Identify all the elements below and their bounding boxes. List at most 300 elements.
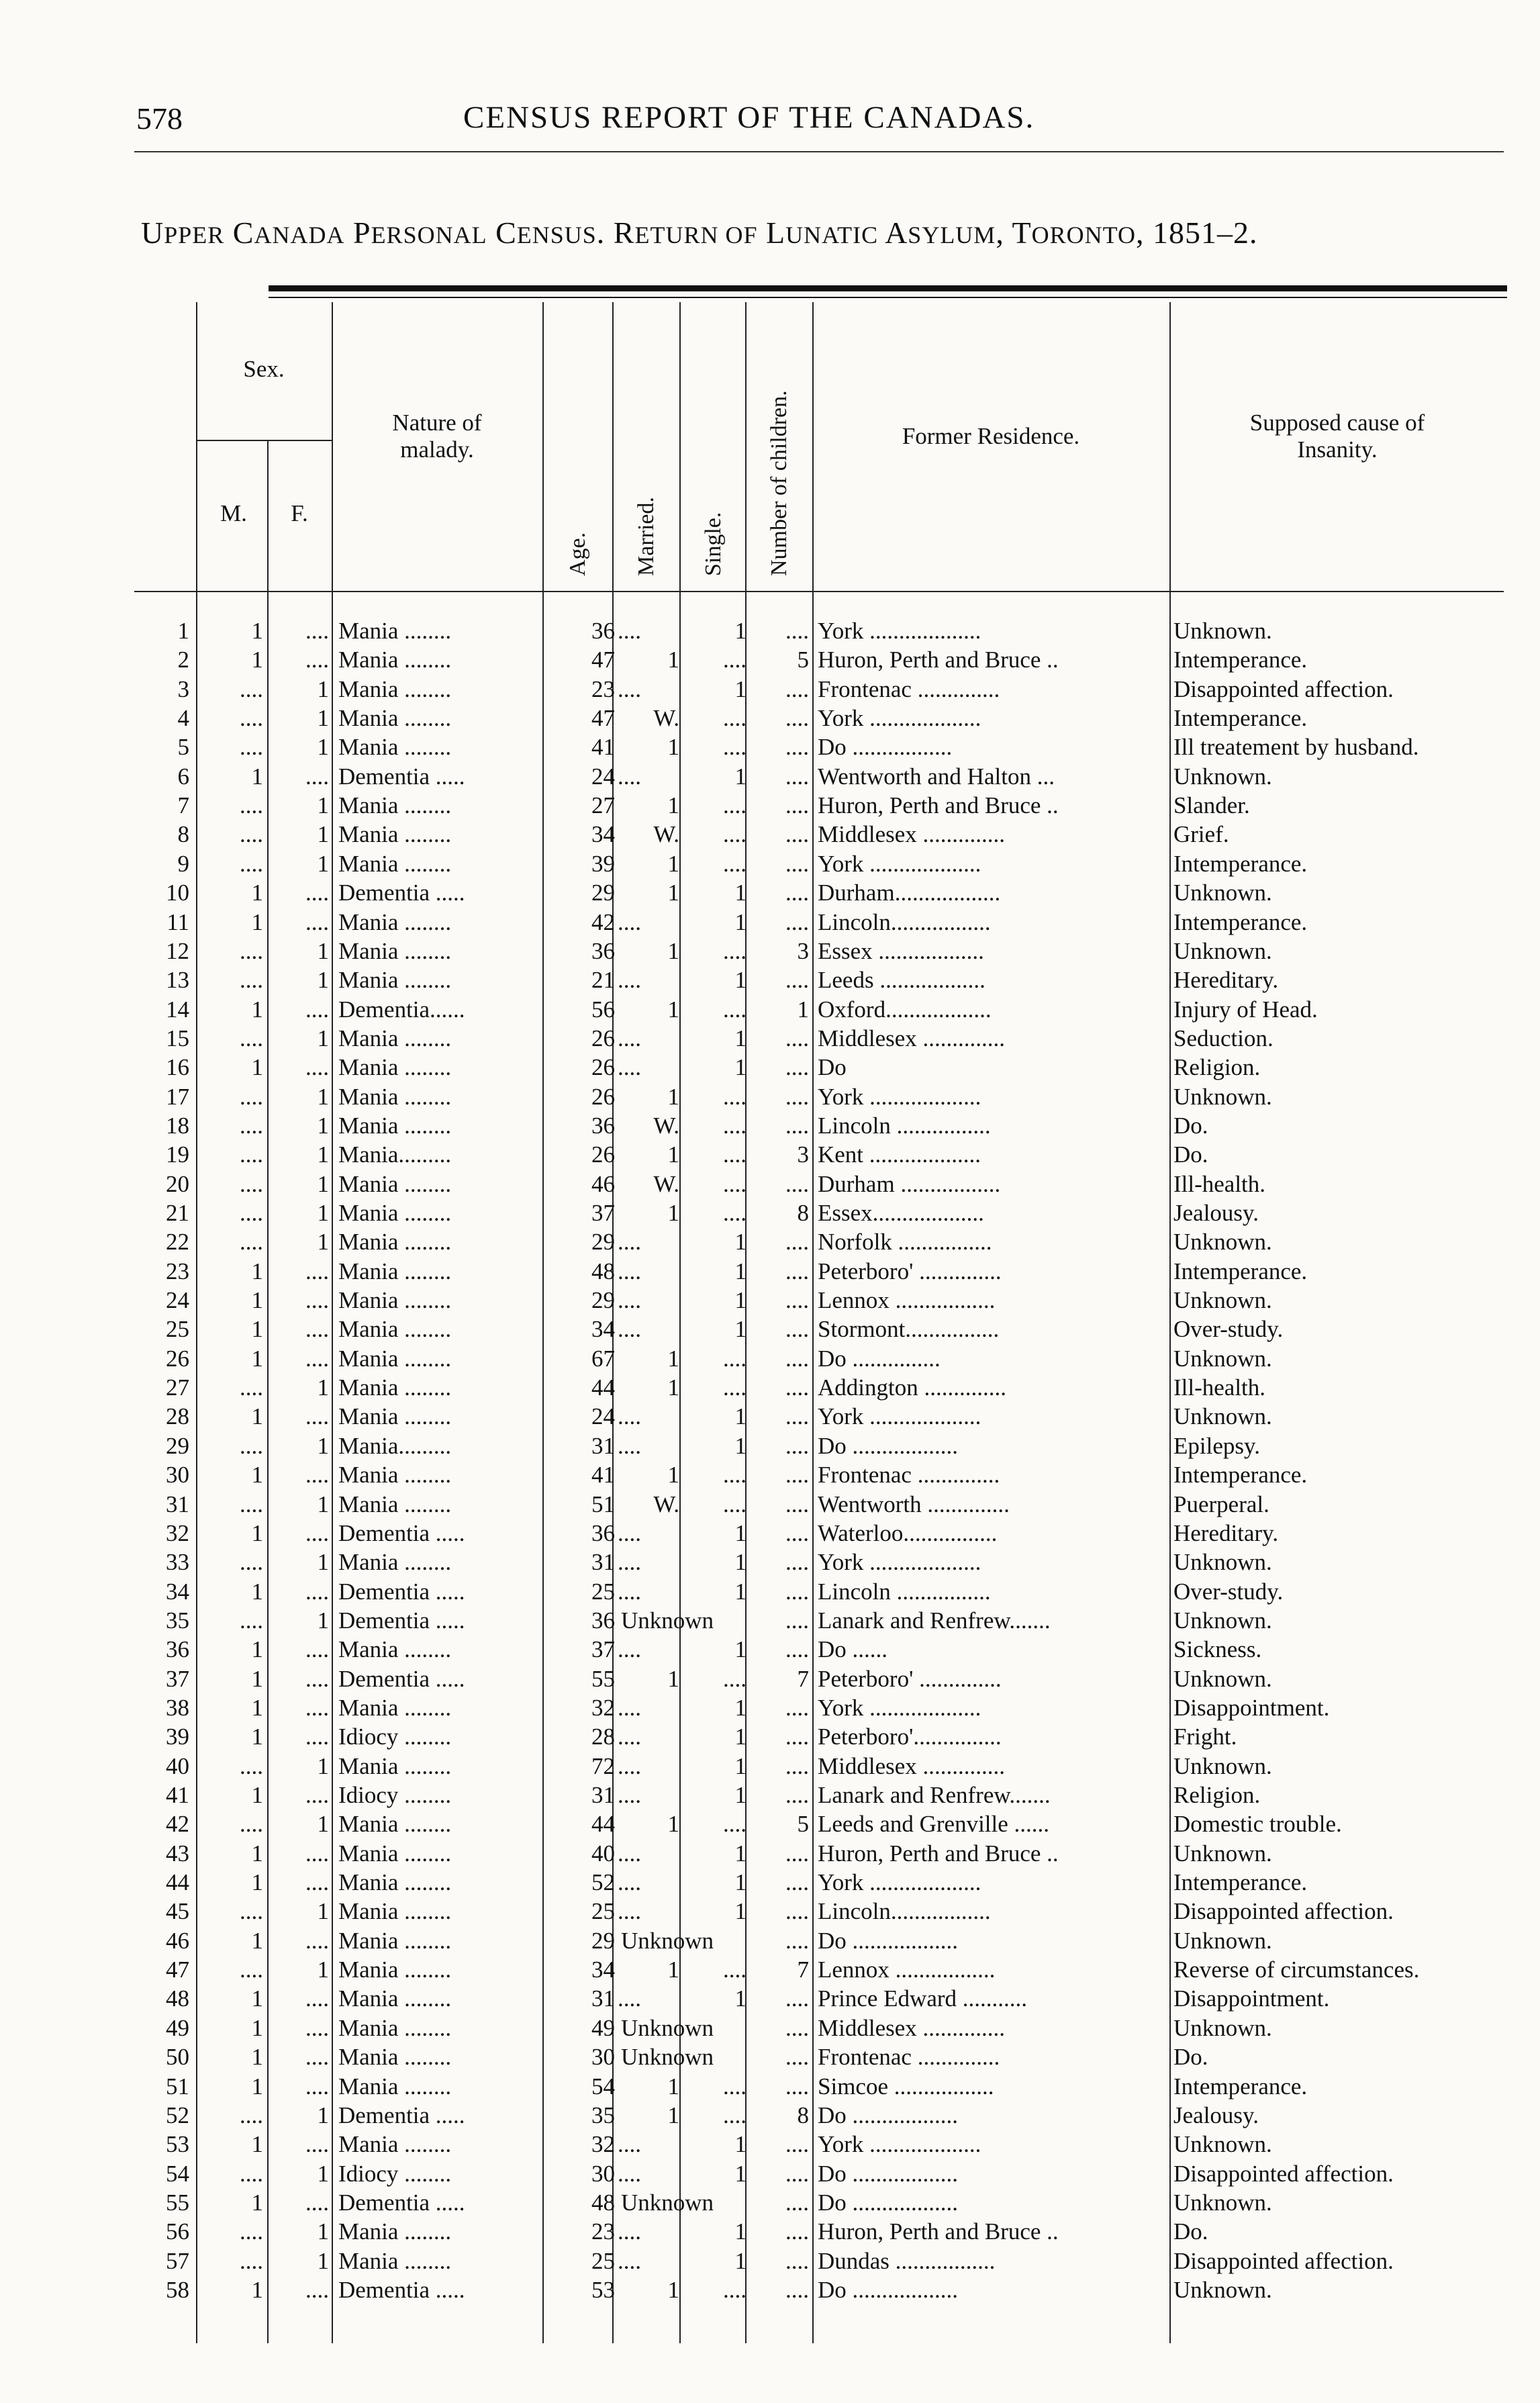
married-value: 1	[667, 996, 679, 1023]
age-value: 29	[591, 1287, 615, 1314]
age-value: 26	[591, 1054, 615, 1081]
table-row	[0, 1402, 1540, 1431]
married-value: 1	[667, 1462, 679, 1489]
age-value: 48	[591, 1258, 615, 1284]
age-value: 24	[591, 1403, 615, 1430]
nature-of-malady: Mania ........	[338, 2247, 452, 2274]
table-row	[0, 762, 1540, 791]
married-value: ....	[618, 2247, 641, 2274]
married-value: 1	[667, 1665, 679, 1692]
former-residence: Frontenac ..............	[818, 2044, 1000, 2071]
supposed-cause: Disappointed affection.	[1173, 2160, 1394, 2187]
single-value: ....	[723, 1112, 747, 1139]
nature-header-line2: malady.	[400, 436, 474, 463]
children-count: ....	[785, 2014, 809, 2041]
children-header: Number of children.	[767, 390, 791, 576]
male-count: ....	[240, 1112, 263, 1139]
row-number: 20	[166, 1170, 189, 1197]
children-count: ....	[785, 1607, 809, 1634]
male-count: 1	[251, 1345, 263, 1372]
male-count: 1	[251, 1985, 263, 2012]
former-residence: Middlesex ..............	[818, 1752, 1006, 1779]
single-value: ....	[723, 1374, 747, 1401]
table-row	[0, 1809, 1540, 1838]
married-value: ....	[618, 908, 641, 935]
married-value: ....	[618, 1549, 641, 1576]
former-residence: Simcoe .................	[818, 2073, 994, 2100]
female-count: 1	[317, 1200, 329, 1226]
former-residence: Lanark and Renfrew.......	[818, 1782, 1051, 1808]
header-bottom-rule	[134, 591, 1504, 592]
single-value: 1	[734, 1432, 747, 1459]
female-count: 1	[317, 1898, 329, 1925]
former-residence: Middlesex ..............	[818, 821, 1006, 848]
nature-of-malady: Mania ........	[338, 1957, 452, 1983]
children-count: ....	[785, 880, 809, 906]
male-count: ....	[240, 1549, 263, 1576]
children-count: ....	[785, 1083, 809, 1110]
married-value: ....	[618, 1840, 641, 1867]
supposed-cause: Fright.	[1173, 1724, 1237, 1750]
supposed-cause: Unknown.	[1173, 1345, 1272, 1372]
nature-of-malady: Idiocy ........	[338, 1782, 452, 1808]
table-row	[0, 2130, 1540, 2159]
female-count: 1	[317, 1229, 329, 1256]
subtitle-text: , T	[996, 216, 1032, 250]
married-value: ....	[618, 1578, 641, 1605]
married-value: ....	[618, 2218, 641, 2245]
supposed-cause: Over-study.	[1173, 1578, 1284, 1605]
single-value: ....	[723, 1491, 747, 1517]
married-value: 1	[667, 1200, 679, 1226]
former-residence: Peterboro' ..............	[818, 1665, 1002, 1692]
subtitle-text: ORONTO	[1031, 222, 1136, 248]
female-count: ....	[305, 1724, 329, 1750]
male-count: 1	[251, 1782, 263, 1808]
table-row	[0, 1984, 1540, 2013]
former-residence: Do .................	[818, 734, 953, 761]
supposed-cause: Unknown.	[1173, 1840, 1272, 1867]
age-value: 34	[591, 1316, 615, 1343]
table-row	[0, 1140, 1540, 1169]
female-count: 1	[317, 1025, 329, 1051]
children-count: ....	[785, 1258, 809, 1284]
married-value: ....	[618, 763, 641, 790]
children-count: ....	[785, 1316, 809, 1343]
row-number: 4	[177, 705, 189, 732]
children-count: 5	[797, 1811, 809, 1838]
age-value: 36	[591, 1519, 615, 1546]
children-count: ....	[785, 1694, 809, 1721]
children-count: ....	[785, 1403, 809, 1430]
single-value: ....	[723, 647, 747, 673]
nature-of-malady: Mania ........	[338, 1694, 452, 1721]
former-residence: Do ..................	[818, 2102, 959, 2128]
age-value: 53	[591, 2276, 615, 2303]
row-number: 31	[166, 1491, 189, 1517]
female-count: ....	[305, 1782, 329, 1808]
supposed-cause: Ill-health.	[1173, 1374, 1266, 1401]
male-count: ....	[240, 1898, 263, 1925]
row-number: 28	[166, 1403, 189, 1430]
nature-of-malady: Mania ........	[338, 1491, 452, 1517]
nature-of-malady: Mania ........	[338, 1345, 452, 1372]
single-value: 1	[734, 618, 747, 644]
former-residence: Dundas .................	[818, 2247, 996, 2274]
table-row	[0, 1897, 1540, 1926]
married-value: 1	[667, 1083, 679, 1110]
running-head: CENSUS REPORT OF THE CANADAS.	[463, 100, 1035, 135]
table-row	[0, 2101, 1540, 2130]
row-number: 35	[166, 1607, 189, 1634]
nature-of-malady: Mania ........	[338, 2218, 452, 2245]
former-residence: Do ...............	[818, 1345, 941, 1372]
married-value: 1	[667, 792, 679, 819]
row-number: 5	[177, 734, 189, 761]
row-number: 7	[177, 792, 189, 819]
married-value: W.	[653, 1491, 679, 1517]
nature-of-malady: Mania ........	[338, 1316, 452, 1343]
age-value: 25	[591, 1898, 615, 1925]
nature-of-malady: Mania ........	[338, 1840, 452, 1867]
table-row	[0, 704, 1540, 733]
former-residence: Do ......	[818, 1636, 888, 1663]
former-residence: Prince Edward ...........	[818, 1985, 1028, 2012]
age-header: Age.	[565, 532, 590, 576]
supposed-cause: Epilepsy.	[1173, 1432, 1260, 1459]
table-row	[0, 2247, 1540, 2275]
children-count: ....	[785, 1287, 809, 1314]
nature-header-line1: Nature of	[392, 410, 482, 436]
supposed-cause: Intemperance.	[1173, 908, 1308, 935]
subtitle-text: SYLUM	[908, 222, 996, 248]
row-number: 57	[166, 2247, 189, 2274]
children-count: ....	[785, 2218, 809, 2245]
former-residence: Peterboro' ..............	[818, 1258, 1002, 1284]
header-rule	[134, 151, 1504, 152]
single-value: 1	[734, 1025, 747, 1051]
row-number: 1	[177, 618, 189, 644]
male-count: ....	[240, 1170, 263, 1197]
children-count: ....	[785, 2247, 809, 2274]
nature-of-malady: Mania.........	[338, 1141, 452, 1168]
row-number: 23	[166, 1258, 189, 1284]
single-value: 1	[734, 2247, 747, 2274]
male-count: 1	[251, 763, 263, 790]
supposed-cause: Unknown.	[1173, 2276, 1272, 2303]
nature-of-malady: Mania ........	[338, 2131, 452, 2158]
nature-of-malady: Dementia .....	[338, 1607, 465, 1634]
nature-of-malady: Mania ........	[338, 967, 452, 994]
male-count: 1	[251, 2189, 263, 2216]
children-count: ....	[785, 1869, 809, 1896]
single-value: 1	[734, 1316, 747, 1343]
table-row	[0, 1082, 1540, 1111]
cause-header-line1: Supposed cause of	[1249, 410, 1425, 436]
age-value: 37	[591, 1636, 615, 1663]
male-count: ....	[240, 1229, 263, 1256]
single-value: 1	[734, 1054, 747, 1081]
children-count: ....	[785, 734, 809, 761]
marital-status-unknown: Unknown	[621, 1927, 714, 1954]
single-value: 1	[734, 908, 747, 935]
male-count: ....	[240, 2102, 263, 2128]
children-count: 5	[797, 647, 809, 673]
former-residence: Essex...................	[818, 1200, 984, 1226]
male-count: ....	[240, 1141, 263, 1168]
female-count: 1	[317, 937, 329, 964]
male-count: ....	[240, 1200, 263, 1226]
single-value: 1	[734, 2131, 747, 2158]
nature-of-malady: Dementia .....	[338, 2189, 465, 2216]
table-row	[0, 1198, 1540, 1227]
male-count: ....	[240, 937, 263, 964]
table-row	[0, 995, 1540, 1024]
table-row	[0, 791, 1540, 820]
table-row	[0, 1868, 1540, 1897]
marital-status-unknown: Unknown	[621, 1607, 714, 1634]
age-value: 29	[591, 1927, 615, 1954]
age-value: 34	[591, 1957, 615, 1983]
former-residence: Frontenac ..............	[818, 675, 1000, 702]
male-count: ....	[240, 1752, 263, 1779]
row-number: 19	[166, 1141, 189, 1168]
age-value: 39	[591, 850, 615, 877]
supposed-cause: Religion.	[1173, 1782, 1261, 1808]
children-count: 8	[797, 2102, 809, 2128]
female-count: ....	[305, 618, 329, 644]
male-count: 1	[251, 2073, 263, 2100]
row-number: 34	[166, 1578, 189, 1605]
subtitle-text: U	[141, 216, 164, 250]
supposed-cause: Ill treatement by husband.	[1173, 734, 1419, 761]
sex-header-rule	[196, 440, 332, 441]
nature-of-malady: Mania ........	[338, 618, 452, 644]
age-value: 34	[591, 821, 615, 848]
single-value: ....	[723, 734, 747, 761]
children-count: ....	[785, 2160, 809, 2187]
row-number: 43	[166, 1840, 189, 1867]
married-value: ....	[618, 1316, 641, 1343]
former-residence: Do ..................	[818, 1927, 959, 1954]
table-row	[0, 1722, 1540, 1751]
single-value: 1	[734, 1869, 747, 1896]
female-count: ....	[305, 1287, 329, 1314]
supposed-cause: Intemperance.	[1173, 1462, 1308, 1489]
row-number: 3	[177, 675, 189, 702]
male-count: 1	[251, 996, 263, 1023]
supposed-cause: Do.	[1173, 2044, 1208, 2071]
table-row	[0, 1606, 1540, 1635]
female-count: ....	[305, 1403, 329, 1430]
former-residence: Essex ..................	[818, 937, 984, 964]
married-value: ....	[618, 1752, 641, 1779]
marital-status-unknown: Unknown	[621, 2014, 714, 2041]
married-header: Married.	[634, 496, 659, 576]
male-count: ....	[240, 705, 263, 732]
children-count: ....	[785, 2189, 809, 2216]
supposed-cause: Unknown.	[1173, 763, 1272, 790]
male-count: 1	[251, 1724, 263, 1750]
age-value: 36	[591, 1607, 615, 1634]
cause-header-line2: Insanity.	[1297, 436, 1378, 463]
male-header: M.	[220, 500, 247, 526]
nature-of-malady: Dementia .....	[338, 763, 465, 790]
age-value: 41	[591, 1462, 615, 1489]
age-value: 46	[591, 1170, 615, 1197]
age-value: 36	[591, 1112, 615, 1139]
female-count: ....	[305, 1258, 329, 1284]
male-count: ....	[240, 675, 263, 702]
subtitle-text: . R	[596, 216, 635, 250]
single-value: 1	[734, 1258, 747, 1284]
row-number: 27	[166, 1374, 189, 1401]
table-row	[0, 908, 1540, 937]
nature-of-malady: Mania ........	[338, 1054, 452, 1081]
children-count: ....	[785, 2131, 809, 2158]
row-number: 22	[166, 1229, 189, 1256]
subtitle-text: A	[878, 216, 908, 250]
single-value: 1	[734, 1403, 747, 1430]
single-header: Single.	[701, 512, 726, 576]
children-count: ....	[785, 792, 809, 819]
female-count: 1	[317, 1811, 329, 1838]
supposed-cause: Intemperance.	[1173, 1869, 1308, 1896]
male-count: ....	[240, 2218, 263, 2245]
single-value: ....	[723, 2073, 747, 2100]
single-value: 1	[734, 1636, 747, 1663]
row-number: 12	[166, 937, 189, 964]
age-value: 36	[591, 937, 615, 964]
former-residence: York ...................	[818, 618, 981, 644]
single-value: 1	[734, 2160, 747, 2187]
single-value: 1	[734, 1578, 747, 1605]
children-count: ....	[785, 1432, 809, 1459]
row-number: 39	[166, 1724, 189, 1750]
nature-of-malady: Mania ........	[338, 1898, 452, 1925]
female-count: 1	[317, 1083, 329, 1110]
table-top-thin-rule	[269, 297, 1507, 298]
subtitle-text: UNATIC	[785, 222, 879, 248]
age-value: 32	[591, 2131, 615, 2158]
married-value: W.	[653, 1112, 679, 1139]
male-count: 1	[251, 2014, 263, 2041]
table-row	[0, 1111, 1540, 1140]
married-value: 1	[667, 2276, 679, 2303]
female-count: 1	[317, 2102, 329, 2128]
former-residence: York ...................	[818, 1549, 981, 1576]
children-count: ....	[785, 2276, 809, 2303]
table-row	[0, 2042, 1540, 2071]
age-value: 40	[591, 1840, 615, 1867]
nature-of-malady: Mania ........	[338, 1462, 452, 1489]
male-count: 1	[251, 1694, 263, 1721]
nature-of-malady: Mania ........	[338, 1112, 452, 1139]
male-count: ....	[240, 1811, 263, 1838]
children-count: ....	[785, 1491, 809, 1517]
male-count: ....	[240, 2247, 263, 2274]
row-number: 21	[166, 1200, 189, 1226]
supposed-cause: Domestic trouble.	[1173, 1811, 1342, 1838]
female-count: 1	[317, 1112, 329, 1139]
married-value: 1	[667, 850, 679, 877]
age-value: 31	[591, 1782, 615, 1808]
former-residence: York ...................	[818, 1869, 981, 1896]
male-count: ....	[240, 1083, 263, 1110]
children-count: 1	[797, 996, 809, 1023]
male-count: 1	[251, 1403, 263, 1430]
former-residence: Durham..................	[818, 880, 1001, 906]
table-top-thick-rule	[269, 285, 1507, 291]
former-residence: Waterloo................	[818, 1519, 998, 1546]
single-value: 1	[734, 1898, 747, 1925]
former-residence: Addington ..............	[818, 1374, 1006, 1401]
children-count: ....	[785, 1462, 809, 1489]
children-count: ....	[785, 1985, 809, 2012]
male-count: ....	[240, 734, 263, 761]
male-count: 1	[251, 647, 263, 673]
supposed-cause: Jealousy.	[1173, 2102, 1259, 2128]
row-number: 32	[166, 1519, 189, 1546]
single-value: ....	[723, 1170, 747, 1197]
married-value: ....	[618, 1403, 641, 1430]
row-number: 16	[166, 1054, 189, 1081]
supposed-cause: Disappointed affection.	[1173, 2247, 1394, 2274]
former-residence: Do	[818, 1054, 847, 1081]
female-count: ....	[305, 1840, 329, 1867]
supposed-cause: Intemperance.	[1173, 705, 1308, 732]
single-value: ....	[723, 1462, 747, 1489]
row-number: 52	[166, 2102, 189, 2128]
supposed-cause: Sickness.	[1173, 1636, 1262, 1663]
former-residence: Do ..................	[818, 2160, 959, 2187]
nature-of-malady: Mania ........	[338, 647, 452, 673]
nature-of-malady: Mania ........	[338, 1025, 452, 1051]
subtitle-text: PPER	[164, 222, 225, 248]
row-number: 38	[166, 1694, 189, 1721]
married-value: W.	[653, 1170, 679, 1197]
nature-of-malady: Mania ........	[338, 821, 452, 848]
female-count: ....	[305, 1578, 329, 1605]
row-number: 30	[166, 1462, 189, 1489]
married-value: 1	[667, 937, 679, 964]
supposed-cause: Unknown.	[1173, 880, 1272, 906]
supposed-cause: Do.	[1173, 2218, 1208, 2245]
children-count: ....	[785, 2073, 809, 2100]
single-value: 1	[734, 2218, 747, 2245]
former-residence: Huron, Perth and Bruce ..	[818, 792, 1059, 819]
row-number: 50	[166, 2044, 189, 2071]
table-row	[0, 1752, 1540, 1781]
married-value: ....	[618, 1054, 641, 1081]
table-row	[0, 1577, 1540, 1606]
table-row	[0, 675, 1540, 704]
supposed-cause: Do.	[1173, 1141, 1208, 1168]
former-residence: Norfolk ................	[818, 1229, 992, 1256]
single-value: 1	[734, 1840, 747, 1867]
subtitle-text: ETURN OF	[634, 222, 758, 248]
male-count: ....	[240, 792, 263, 819]
single-value: 1	[734, 1724, 747, 1750]
table-row	[0, 1548, 1540, 1576]
female-count: 1	[317, 850, 329, 877]
former-residence: Huron, Perth and Bruce ..	[818, 647, 1059, 673]
single-value: ....	[723, 2102, 747, 2128]
single-value: 1	[734, 1549, 747, 1576]
table-row	[0, 2188, 1540, 2217]
subtitle-text: C	[224, 216, 254, 250]
supposed-cause: Seduction.	[1173, 1025, 1273, 1051]
